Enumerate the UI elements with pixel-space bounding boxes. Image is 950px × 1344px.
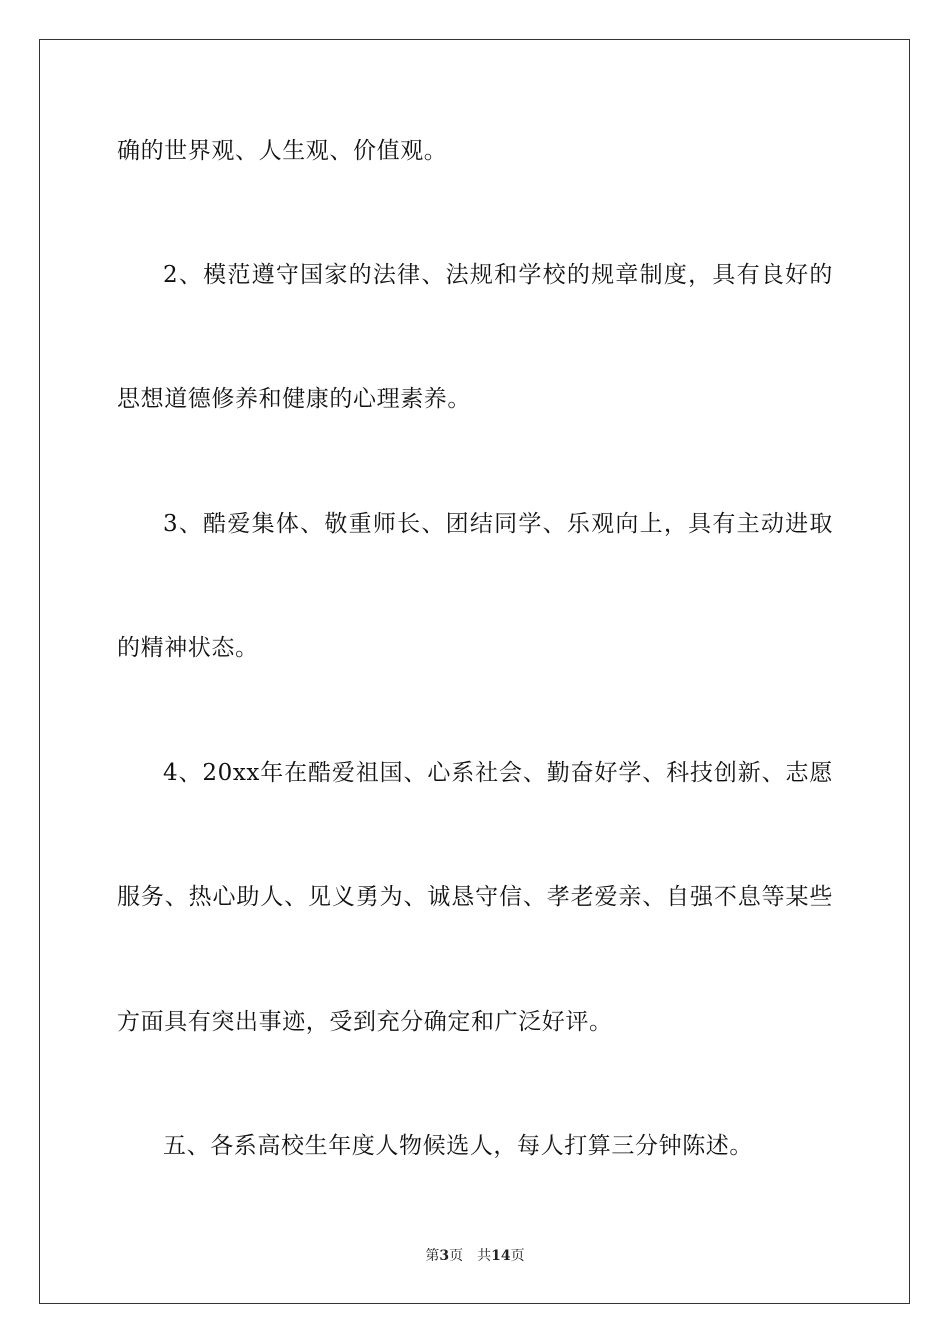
footer-page-prefix: 第 — [425, 1248, 440, 1264]
footer-total-unit: 页 — [510, 1248, 525, 1264]
paragraph-line-4: 3、酷爱集体、敬重师长、团结同学、乐观向上，具有主动进取 — [163, 511, 833, 537]
paragraph-line-1: 确的世界观、人生观、价值观。 — [117, 138, 448, 164]
page-frame — [39, 39, 910, 1304]
footer-page-total: 14 — [491, 1248, 511, 1264]
paragraph-line-9: 五、各系高校生年度人物候选人，每人打算三分钟陈述。 — [163, 1133, 753, 1159]
footer-page-current: 3 — [439, 1248, 450, 1264]
footer-total-prefix: 共 — [477, 1248, 492, 1264]
footer-page-unit: 页 — [449, 1248, 464, 1264]
page-footer — [0, 1246, 950, 1266]
paragraph-line-6: 4、20xx年在酷爱祖国、心系社会、勤奋好学、科技创新、志愿 — [163, 760, 833, 786]
paragraph-line-2: 2、模范遵守国家的法律、法规和学校的规章制度，具有良好的 — [163, 262, 833, 288]
paragraph-line-3: 思想道德修养和健康的心理素养。 — [117, 386, 471, 412]
paragraph-line-8: 方面具有突出事迹，受到充分确定和广泛好评。 — [117, 1009, 613, 1035]
paragraph-line-5: 的精神状态。 — [117, 635, 259, 661]
paragraph-line-7: 服务、热心助人、见义勇为、诚恳守信、孝老爱亲、自强不息等某些 — [117, 884, 833, 910]
